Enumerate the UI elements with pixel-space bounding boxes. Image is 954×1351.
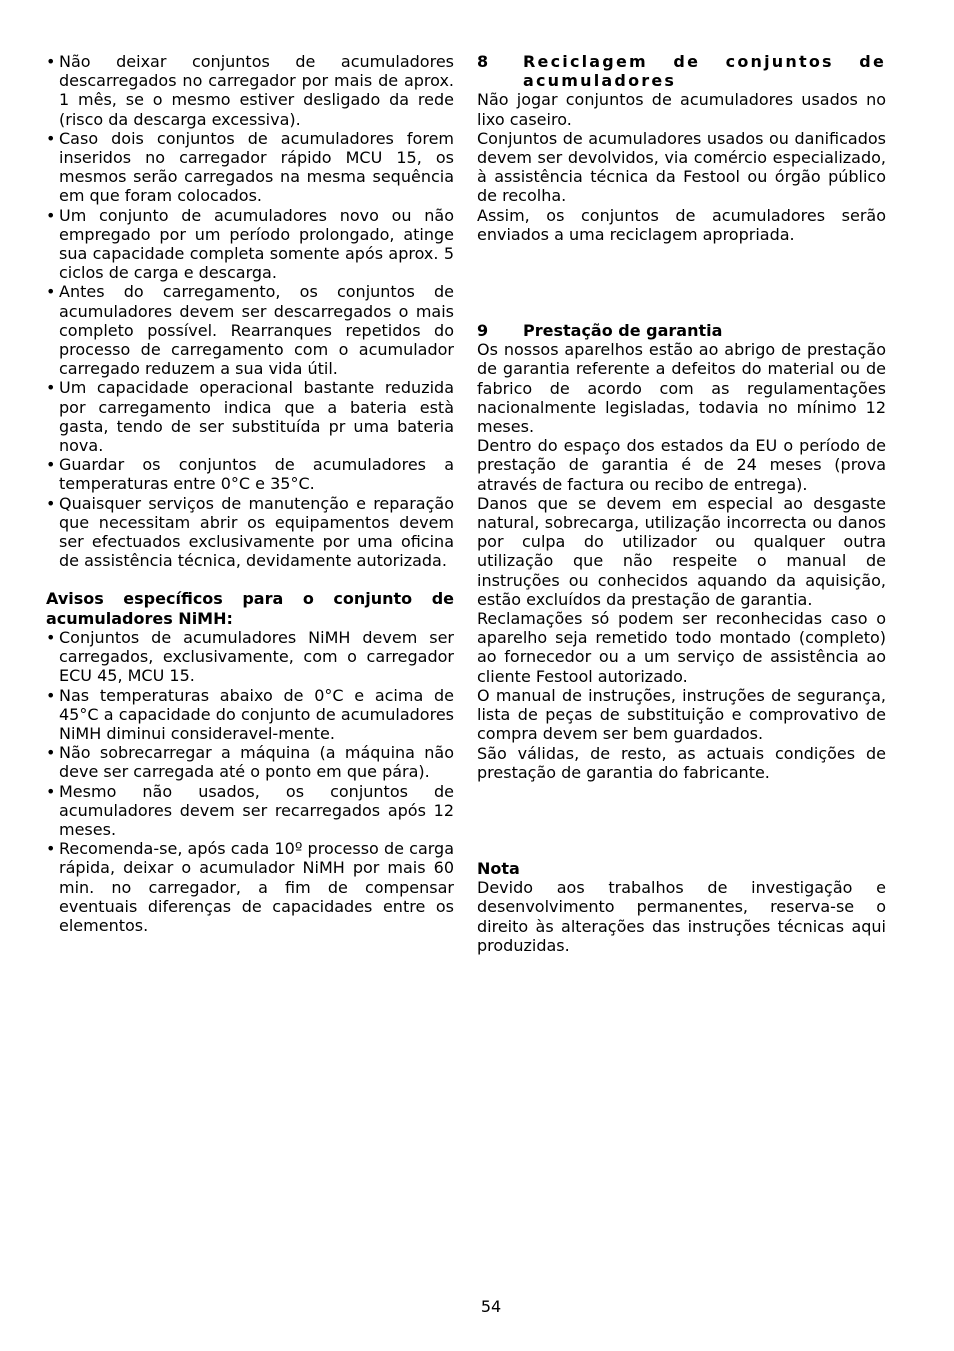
general-warnings-list xyxy=(46,52,454,570)
section-recycling xyxy=(477,52,886,244)
paragraph: Os nossos aparelhos estão ao abrigo de prestação de garantia referente a defeitos do material ou de fabrico de acordo com as regulamentações nacionalmente legisladas, todavia no mínimo 12 meses. xyxy=(477,340,886,437)
paragraph: São válidas, de resto, as actuais condições de prestação de garantia do fabricante. xyxy=(477,743,886,782)
right-column xyxy=(477,52,886,955)
paragraph: Devido aos trabalhos de investigação e desenvolvimento permanentes, reserva-se o direito às alterações das instruções técnicas aqui produzidas. xyxy=(477,878,886,955)
section-title: Reciclagem de conjuntos de acumuladores xyxy=(523,52,886,91)
section-heading xyxy=(477,859,886,878)
section-number: 8 xyxy=(477,52,489,71)
paragraph: O manual de instruções, instruções de segurança, lista de peças de substituição e comprovativo de compra devem ser bem guardados. xyxy=(477,685,886,744)
list-item: • Um capacidade operacional bastante reduzida por carregamento indica que a bateria està gasta, tendo de ser substituída pr uma bateria nova. xyxy=(46,378,454,455)
list-item: • Quaisquer serviços de manutenção e reparação que necessitam abrir os equipamentos devem ser efectuados exclusivamente por uma oficina de assistência técnica, devidamente autorizada. xyxy=(46,494,454,571)
paragraph: Conjuntos de acumuladores usados ou danificados devem ser devolvidos, via comércio especializado, à assistência técnica da Festool ou órgão público de recolha. xyxy=(477,128,886,206)
list-item: • Não deixar conjuntos de acumuladores descarregados no carregador por mais de aprox. 1 mês, se o mesmo estiver desligado da rede (risco da descarga excessiva). xyxy=(46,52,454,129)
nimh-warnings-heading: Avisos específicos para o conjunto de acumuladores NiMH: xyxy=(46,589,454,628)
list-item: • Antes do carregamento, os conjuntos de acumuladores devem ser descarregados o mais completo possível. Rearranques repetidos do processo de carregamento com o acumulador carregado reduzem a sua vida útil. xyxy=(46,282,454,378)
section-title: Nota xyxy=(477,858,520,878)
section-title: Prestação de garantia xyxy=(523,321,723,341)
paragraph: Assim, os conjuntos de acumuladores serão enviados a uma reciclagem apropriada. xyxy=(477,205,886,244)
list-item: • Mesmo não usados, os conjuntos de acumuladores devem ser recarregados após 12 meses. xyxy=(46,782,454,840)
list-item: • Não sobrecarregar a máquina (a máquina não deve ser carregada até o ponto em que pára). xyxy=(46,743,454,781)
list-item: • Nas temperaturas abaixo de 0°C e acima de 45°C a capacidade do conjunto de acumuladores NiMH diminui consideravel-mente. xyxy=(46,686,454,744)
paragraph: Dentro do espaço dos estados da EU o período de prestação de garantia é de 24 meses (prova através de factura ou recibo de entrega). xyxy=(477,436,886,494)
left-column xyxy=(46,52,454,935)
nimh-warnings-list xyxy=(46,628,454,935)
list-item: • Guardar os conjuntos de acumuladores a temperaturas entre 0°C e 35°C. xyxy=(46,455,454,493)
paragraph: Não jogar conjuntos de acumuladores usados no lixo caseiro. xyxy=(477,90,886,129)
list-item: • Recomenda-se, após cada 10º processo de carga rápida, deixar o acumulador NiMH por mais 60 min. no carregador, a fim de compensar eventuais diferenças de capacidades entre os elementos. xyxy=(46,839,454,935)
list-item: • Conjuntos de acumuladores NiMH devem ser carregados, exclusivamente, com o carregador ECU 45, MCU 15. xyxy=(46,628,454,686)
page-number: 54 xyxy=(480,1297,502,1316)
section-heading xyxy=(477,321,886,340)
list-item: • Caso dois conjuntos de acumuladores forem inseridos no carregador rápido MCU 15, os mesmos serão carregados na mesma sequência em que foram colocados. xyxy=(46,129,454,206)
section-note xyxy=(477,859,886,955)
paragraph: Reclamações só podem ser reconhecidas caso o aparelho seja remetido todo montado (completo) ao fornecedor ou a um serviço de assistência ao cliente Festool autorizado. xyxy=(477,609,886,686)
section-heading xyxy=(477,52,886,90)
section-number: 9 xyxy=(477,321,489,341)
paragraph: Danos que se devem em especial ao desgaste natural, sobrecarga, utilização incorrecta ou danos por culpa do utilizador ou qualquer outra utilização que não respeite o manual de instruções ou conhecidos aquando da aquisição, estão excluídos da prestação de garantia. xyxy=(477,493,886,609)
section-warranty xyxy=(477,321,886,782)
list-item: • Um conjunto de acumuladores novo ou não empregado por um período prolongado, atinge sua capacidade completa somente após aprox. 5 ciclos de carga e descarga. xyxy=(46,206,454,283)
